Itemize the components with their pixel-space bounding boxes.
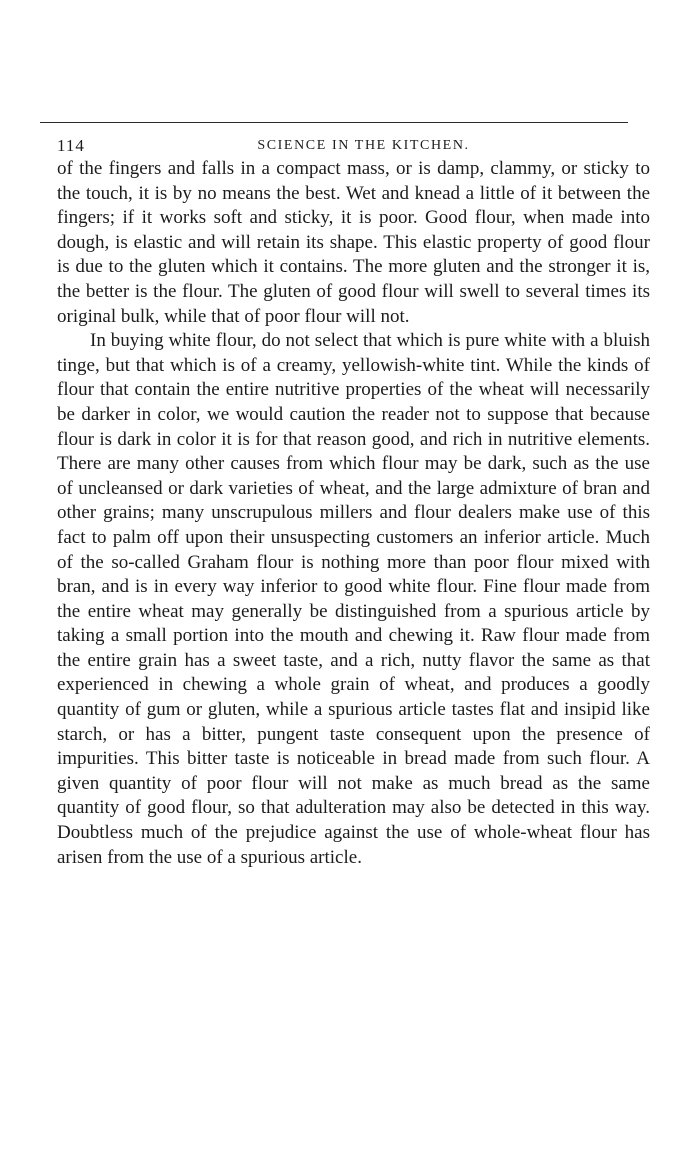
paragraph-continued: of the fingers and falls in a compact mass, or is damp, clammy, or sticky to the touch, it is by no means the best. Wet and knead a little of it between the fingers; if it works soft and sticky, it is poor. Good flour, when made into dough, is elastic and will retain its shape. This elastic property of good flour is due to the gluten which it contains. The more gluten and the stronger it is, the better is the flour. The gluten of good flour will swell to several times its original bulk, while that of poor flour will not. xyxy=(57,158,650,327)
page-number: 114 xyxy=(57,136,85,155)
paragraph: In buying white flour, do not select that which is pure white with a bluish tinge, but that which is of a creamy, yellowish-white tint. While the kinds of flour that contain the entire nutritive properties of the wheat will necessarily be darker in color, we would caution the reader not to suppose that because flour is dark in color it is for that reason good, and rich in nutritive elements. There are many other causes from which flour may be dark, such as the use of uncleansed or dark varieties of wheat, and the large admixture of bran and other grains; many unscrupulous millers and flour dealers make use of this fact to palm off upon their unsuspecting customers an inferior article. Much of the so-called Graham flour is nothing more than poor flour mixed with bran, and is in every way inferior to good white flour. Fine flour made from the entire wheat may generally be distinguished from a spurious article by taking a small portion into the mouth and chewing it. Raw flour made from the entire grain has a sweet taste, and a rich, nutty flavor the same as that experienced in chewing a whole grain of wheat, and produces a goodly quantity of gum or gluten, while a spurious article tastes flat and insipid like starch, or has a bitter, pungent taste consequent upon the presence of impurities. This bitter taste is noticeable in bread made from such flour. A given quantity of poor flour will not make as much bread as the same quantity of good flour, so that adulteration may also be detected in this way. Doubtless much of the prejudice against the use of whole-wheat flour has arisen from the use of a spurious article. xyxy=(57,330,650,868)
page-header xyxy=(57,136,650,158)
header-rule xyxy=(40,122,628,123)
body-text xyxy=(57,157,650,870)
running-head: SCIENCE IN THE KITCHEN. xyxy=(257,138,470,153)
